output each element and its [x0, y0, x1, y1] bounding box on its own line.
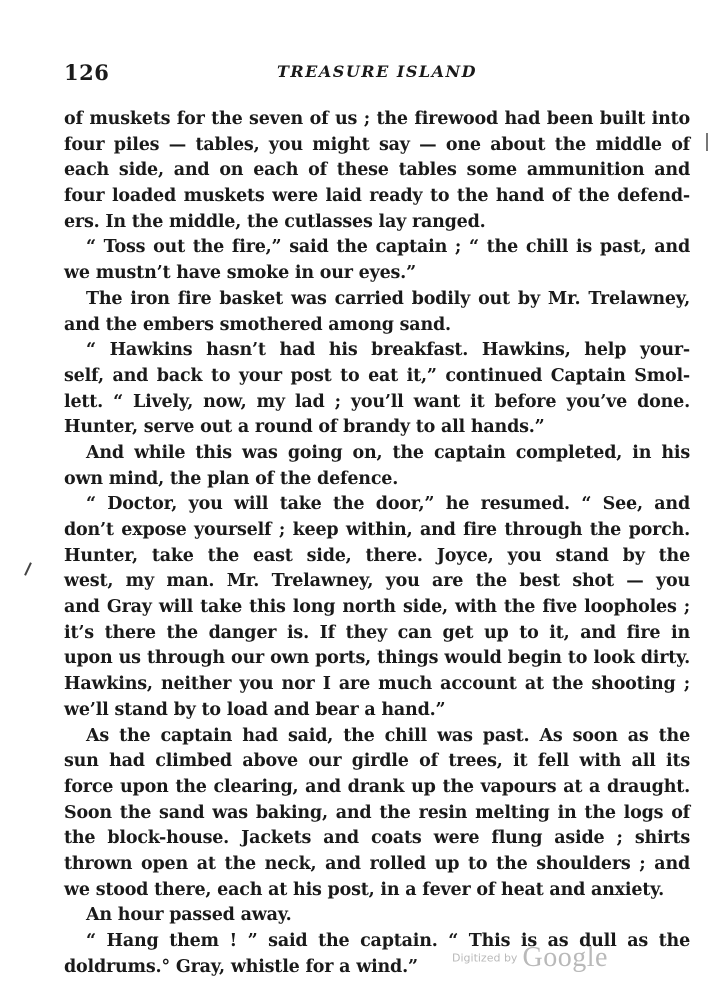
text-line: and the embers smothered among sand. — [64, 314, 451, 335]
digitized-by-google-watermark — [452, 942, 608, 974]
text-line: the block-house. Jackets and coats were flung aside ; shirts — [64, 828, 690, 849]
text-line: An hour passed away. — [86, 905, 292, 926]
text-line: doldrums.° Gray, whistle for a wind.” — [64, 956, 418, 977]
text-line: thrown open at the neck, and rolled up to the shoulders ; and — [64, 853, 690, 874]
text-line: Hunter, serve out a round of brandy to all hands.” — [64, 417, 545, 438]
text-line: each side, and on each of these tables some ammunition and — [64, 160, 690, 181]
text-line: upon us through our own ports, things would begin to look dirty. — [64, 648, 690, 669]
text-line: force upon the clearing, and drank up the vapours at a draught. — [64, 776, 690, 797]
text-line: don’t expose yourself ; keep within, and fire through the porch. — [64, 520, 690, 540]
text-line: “ Hawkins hasn’t had his breakfast. Hawkins, help your- — [86, 340, 690, 361]
running-title: TREASURE ISLAND — [276, 62, 478, 81]
margin-mark — [706, 133, 708, 151]
google-logo: Google — [522, 942, 608, 973]
text-line: we’ll stand by to load and bear a hand.” — [64, 699, 446, 720]
text-line: Soon the sand was baking, and the resin melting in the logs of — [64, 802, 690, 823]
watermark-prefix: Digitized by — [452, 951, 518, 965]
text-line: As the captain had said, the chill was past. As soon as the — [86, 725, 690, 746]
text-line: we mustn’t have smoke in our eyes.” — [64, 263, 416, 284]
text-line: sun had climbed above our girdle of trees, it fell with all its — [64, 751, 690, 772]
text-line: Hunter, take the east side, there. Joyce, you stand by the — [64, 545, 690, 566]
margin-mark — [24, 562, 32, 576]
text-line: lett. “ Lively, now, my lad ; you’ll want it before you’ve done. — [64, 391, 690, 412]
text-line: “ Hang them ! ” said the captain. “ This is as dull as the — [86, 931, 690, 951]
text-line: “ Toss out the fire,” said the captain ; “ the chill is past, and — [86, 237, 690, 258]
text-line: self, and back to your post to eat it,” continued Captain Smol- — [64, 365, 690, 386]
text-line: of muskets for the seven of us ; the firewood had been built into — [64, 109, 690, 129]
text-line: ers. In the middle, the cutlasses lay ranged. — [64, 211, 486, 232]
text-line: four piles — tables, you might say — one about the middle of — [64, 134, 690, 155]
text-line: and Gray will take this long north side, with the five loopholes ; — [64, 597, 690, 618]
text-line: own mind, the plan of the defence. — [64, 468, 399, 489]
text-line: And while this was going on, the captain completed, in his — [86, 442, 690, 463]
text-line: west, my man. Mr. Trelawney, you are the best shot — you — [64, 571, 690, 592]
text-line: The iron fire basket was carried bodily out by Mr. Trelawney, — [86, 288, 690, 309]
text-line: four loaded muskets were laid ready to the hand of the defend- — [64, 186, 690, 207]
page-header — [64, 60, 690, 86]
text-line: it’s there the danger is. If they can get up to it, and fire in — [64, 622, 690, 643]
page-number: 126 — [64, 60, 110, 85]
text-line: Hawkins, neither you nor I are much account at the shooting ; — [64, 674, 690, 695]
text-line: we stood there, each at his post, in a fever of heat and anxiety. — [64, 879, 665, 900]
text-line: “ Doctor, you will take the door,” he resumed. “ See, and — [86, 494, 690, 515]
body-text — [64, 107, 690, 980]
